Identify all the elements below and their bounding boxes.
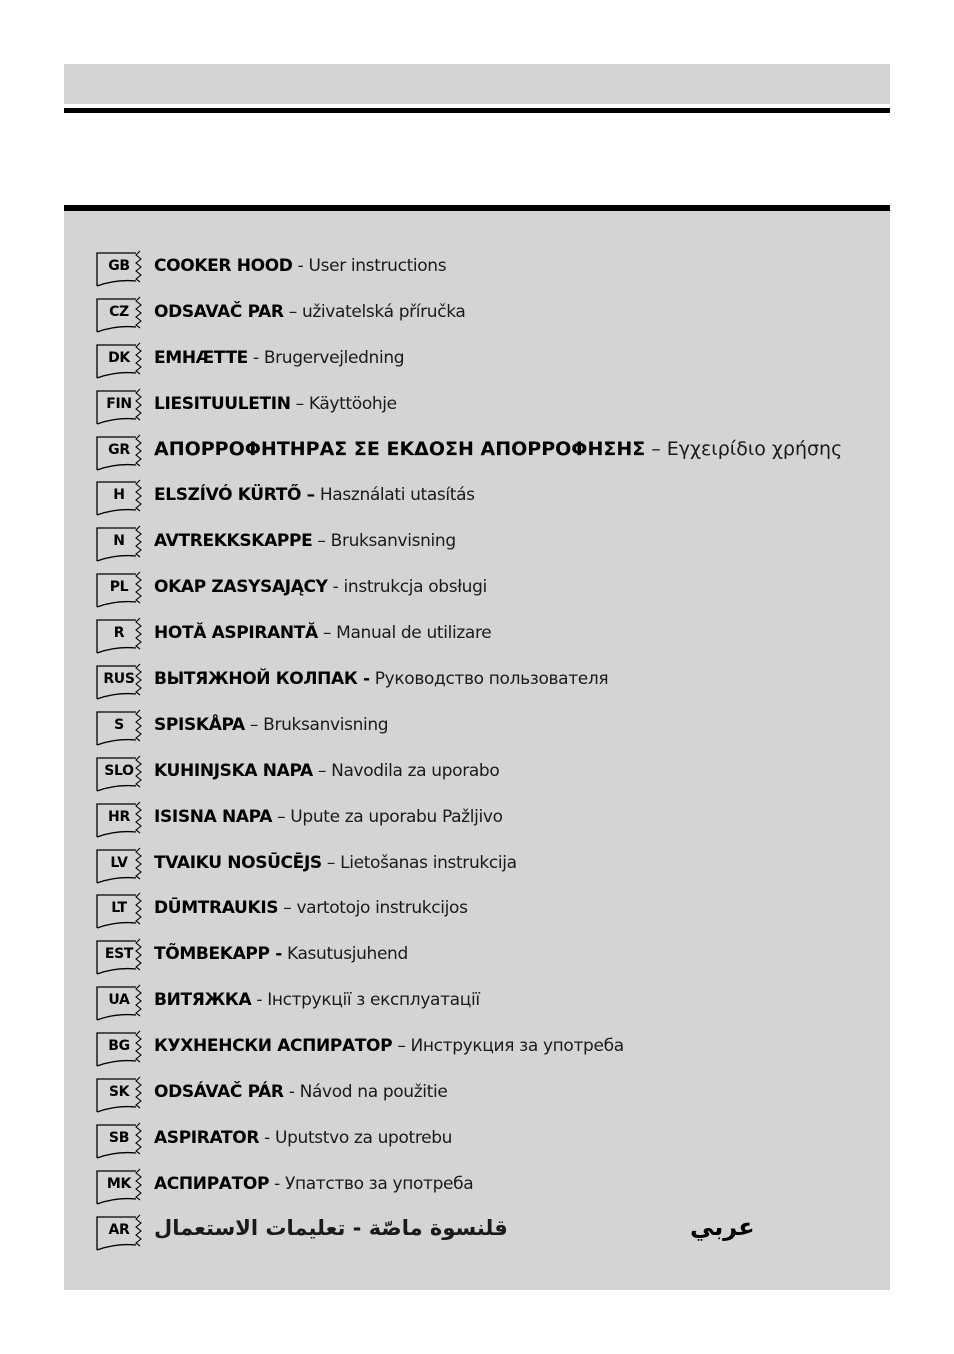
title-line — [154, 348, 404, 368]
manual-name: Lietošanas instrukcija — [340, 852, 517, 873]
product-name: LIESITUULETIN — [154, 393, 291, 414]
language-code: PL — [109, 579, 129, 596]
language-tag — [96, 1121, 146, 1159]
manual-name: uživatelská příručka — [301, 301, 466, 322]
manual-name: Kasutusjuhend — [286, 944, 408, 965]
language-tag — [96, 937, 146, 975]
manual-name: Руководство пользователя — [374, 669, 609, 690]
language-code: GB — [108, 258, 130, 274]
manual-name: Käyttöohje — [308, 393, 397, 414]
separator: – — [312, 760, 332, 781]
manual-name: Bruksanvisning — [263, 714, 389, 735]
language-code: SLO — [104, 762, 134, 779]
separator: – — [312, 531, 331, 552]
language-panel — [64, 211, 890, 1290]
language-row-bg — [96, 1029, 886, 1075]
title-line — [154, 715, 388, 735]
language-tag — [96, 1029, 146, 1067]
title-line — [154, 394, 397, 414]
separator: - — [327, 577, 344, 598]
language-row-rus — [96, 662, 886, 708]
language-row-hr — [96, 800, 886, 846]
language-tag — [96, 295, 146, 333]
product-name: HOTĂ ASPIRANTĂ — [154, 623, 318, 644]
language-row-ua — [96, 983, 886, 1029]
manual-name: Upute za uporabu Pažljivo — [290, 806, 503, 827]
product-name: EMHÆTTE — [154, 347, 248, 368]
product-name: ΑΠΟΡΡΟΦΗΤΗΡΑΣ ΣΕ ΕΚΔΟΣΗ ΑΠΟΡΡΟΦΗΣΗΣ — [154, 437, 646, 460]
product-name: ODSAVAČ PAR — [154, 301, 284, 322]
language-row-est — [96, 937, 886, 983]
arabic-language-label: عربي — [690, 1212, 755, 1241]
separator: – — [272, 806, 291, 827]
product-name: ВЫТЯЖНОЙ КОЛПАК - — [154, 669, 370, 690]
language-tag — [96, 708, 146, 746]
title-line — [154, 853, 517, 873]
separator: - — [259, 1127, 276, 1148]
title-line — [154, 623, 491, 643]
language-code: BG — [108, 1038, 130, 1055]
manual-name: Инструкция за употреба — [410, 1036, 624, 1057]
separator: - — [251, 990, 268, 1011]
language-tag — [96, 249, 146, 287]
product-name: АСПИРАТОР — [154, 1173, 270, 1194]
product-name: SPISKÅPA — [154, 714, 245, 735]
title-line — [154, 1174, 473, 1194]
language-code: CZ — [109, 303, 129, 320]
title-line — [154, 1082, 447, 1102]
language-tag — [96, 983, 146, 1021]
product-name: DŪMTRAUKIS — [154, 898, 279, 919]
separator: - — [292, 256, 309, 276]
manual-name: instrukcja obsługi — [343, 577, 487, 598]
title-line — [154, 807, 503, 827]
title-line — [154, 438, 842, 460]
title-line — [154, 990, 480, 1010]
title-line — [154, 1128, 452, 1148]
language-row-pl — [96, 570, 886, 616]
language-code: SK — [108, 1084, 130, 1101]
separator: – — [278, 898, 297, 919]
language-code: LV — [110, 854, 128, 871]
language-tag — [96, 433, 146, 471]
language-row-n — [96, 524, 886, 570]
language-row-dk — [96, 341, 886, 387]
language-row-lv — [96, 846, 886, 892]
manual-name: Brugervejledning — [263, 347, 405, 368]
separator: - — [269, 1173, 285, 1194]
manual-name: Manual de utilizare — [336, 623, 492, 644]
language-tag — [96, 1213, 146, 1251]
language-code: UA — [108, 992, 130, 1009]
language-tag — [96, 754, 146, 792]
separator: – — [321, 852, 341, 873]
manual-name: Uputstvo za upotrebu — [275, 1127, 453, 1148]
header-rule-top — [64, 108, 890, 113]
language-list — [96, 249, 886, 1259]
language-code: FIN — [106, 395, 132, 412]
product-name: ELSZÍVÓ KÜRTŐ – — [154, 485, 315, 506]
manual-name: Інструкції з експлуатації — [267, 990, 480, 1011]
language-row-mk — [96, 1167, 886, 1213]
separator: – — [317, 623, 337, 644]
product-name: КУХНЕНСКИ АСПИРАТОР — [154, 1036, 393, 1057]
language-tag — [96, 891, 146, 929]
product-name: OKAP ZASYSAJĄCY — [154, 577, 328, 598]
separator: – — [290, 393, 309, 414]
separator: – — [283, 301, 302, 322]
language-row-s — [96, 708, 886, 754]
title-line — [154, 485, 475, 505]
separator: – — [244, 714, 264, 735]
manual-name: Használati utasítás — [319, 485, 475, 506]
product-name: ВИТЯЖКА — [154, 990, 252, 1011]
manual-name: Návod na použitie — [299, 1082, 448, 1103]
language-code: R — [113, 625, 125, 642]
language-row-slo — [96, 754, 886, 800]
manual-name: User instructions — [308, 256, 447, 276]
product-name: TÕMBEKAPP - — [154, 944, 282, 965]
language-tag — [96, 662, 146, 700]
language-code: GR — [108, 441, 130, 458]
separator: - — [247, 347, 264, 368]
language-tag — [96, 570, 146, 608]
language-code: H — [113, 487, 125, 504]
header-gray-band — [64, 64, 890, 104]
language-tag — [96, 341, 146, 379]
title-line — [154, 577, 487, 597]
title-line — [154, 1036, 624, 1056]
language-code: HR — [108, 808, 130, 825]
language-tag — [96, 800, 146, 838]
language-code: MK — [106, 1175, 132, 1192]
language-code: AR — [108, 1221, 130, 1238]
language-row-r — [96, 616, 886, 662]
separator: – — [392, 1036, 411, 1057]
product-name: COOKER HOOD — [154, 256, 293, 276]
product-name: ASPIRATOR — [154, 1127, 260, 1148]
language-row-arabic — [96, 1213, 886, 1259]
language-row-cz — [96, 295, 886, 341]
manual-name: Упатство за употреба — [284, 1173, 474, 1194]
arabic-title: قلنسوة ماصّة - تعليمات الاستعمال — [154, 1215, 508, 1240]
product-name: ISISNA NAPA — [154, 806, 273, 827]
product-name: AVTREKKSKAPPE — [154, 531, 313, 552]
language-code: DK — [108, 349, 130, 366]
title-line — [154, 256, 446, 276]
title-line — [154, 302, 466, 322]
manual-name: Εγχειρίδιο χρήσης — [666, 437, 843, 460]
title-line — [154, 761, 499, 781]
language-row-h — [96, 478, 886, 524]
manual-name: vartotojo instrukcijos — [296, 898, 468, 919]
language-tag — [96, 846, 146, 884]
manual-name: Bruksanvisning — [330, 531, 456, 552]
title-line — [154, 898, 468, 918]
language-tag — [96, 1167, 146, 1205]
language-row-gb — [96, 249, 886, 295]
language-tag — [96, 616, 146, 654]
language-row-lt — [96, 891, 886, 937]
product-name: TVAIKU NOSŪCĒJS — [154, 852, 322, 873]
product-name: KUHINJSKA NAPA — [154, 760, 313, 781]
title-line — [154, 669, 608, 689]
product-name: ODSÁVAČ PÁR — [154, 1082, 284, 1103]
language-tag — [96, 478, 146, 516]
language-tag — [96, 387, 146, 425]
language-row-fin — [96, 387, 886, 433]
language-code: LT — [111, 900, 127, 917]
language-row-gr — [96, 433, 886, 479]
separator: – — [645, 437, 667, 460]
title-line — [154, 531, 456, 551]
language-code: S — [114, 716, 124, 733]
language-tag — [96, 1075, 146, 1113]
title-line — [154, 944, 408, 964]
language-tag — [96, 524, 146, 562]
language-code: EST — [104, 946, 134, 963]
separator: - — [283, 1082, 300, 1103]
language-row-sb — [96, 1121, 886, 1167]
language-code: RUS — [103, 671, 135, 688]
language-row-sk — [96, 1075, 886, 1121]
language-code: N — [113, 533, 125, 550]
language-code: SB — [108, 1129, 130, 1146]
manual-name: Navodila za uporabo — [331, 760, 500, 781]
